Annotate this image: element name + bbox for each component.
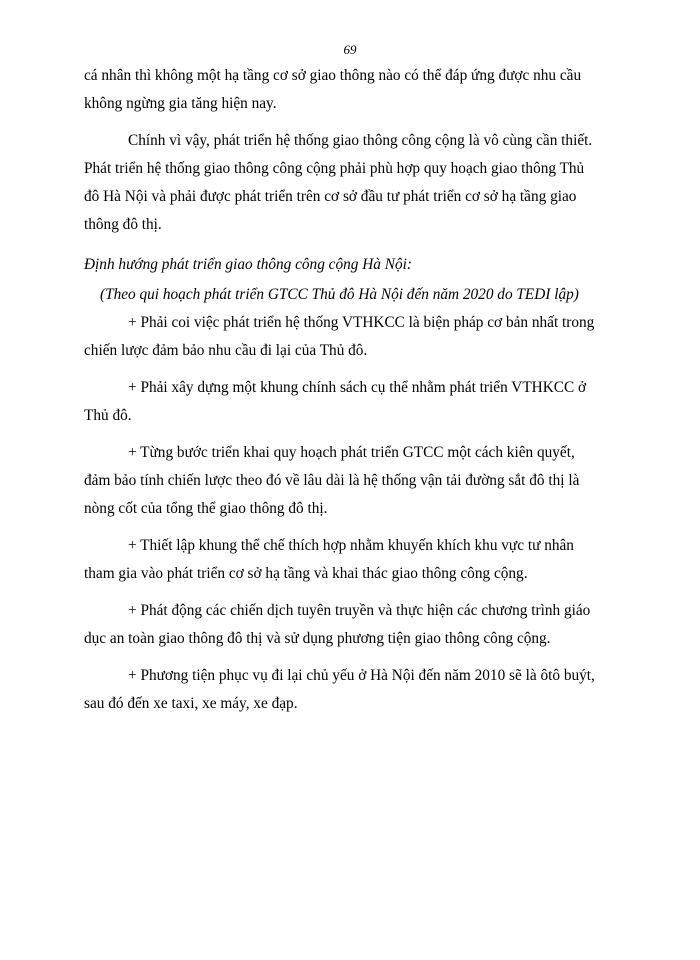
text-line: + Phải xây dựng một khung chính sách cụ thể nhằm phát triển VTHKCC ở [128, 379, 587, 396]
text-line: + Từng bước triển khai quy hoạch phát triển GTCC một cách kiên quyết, [128, 444, 575, 461]
list-item [84, 662, 632, 718]
text-line: không ngừng gia tăng hiện nay. [84, 95, 277, 112]
text-line: sau đó đến xe taxi, xe máy, xe đạp. [84, 695, 298, 712]
text-line: Phát triển hệ thống giao thông công cộng phải phù hợp quy hoạch giao thông Thủ [84, 160, 585, 177]
source-note: (Theo qui hoạch phát triển GTCC Thủ đô Hà Nội đến năm 2020 do TEDI lập) [100, 286, 579, 303]
text-line: dục an toàn giao thông đô thị và sử dụng phương tiện giao thông công cộng. [84, 630, 551, 647]
text-line: + Thiết lập khung thể chế thích hợp nhằm khuyến khích khu vực tư nhân [128, 537, 574, 554]
text-line: Thủ đô. [84, 407, 132, 424]
text-line: thông đô thị. [84, 216, 162, 233]
list-item [84, 532, 632, 588]
text-line: đảm bảo tính chiến lược theo đó về lâu dài là hệ thống vận tải đường sắt đô thị là [84, 472, 580, 489]
list-item [84, 597, 632, 653]
page-content [84, 62, 632, 718]
list-item [84, 309, 632, 365]
text-line: đô Hà Nội và phải được phát triển trên cơ sở đầu tư phát triển cơ sở hạ tầng giao [84, 188, 577, 205]
list-item [84, 374, 632, 430]
paragraph-public-transport-need [84, 127, 632, 239]
paragraph-continuation [84, 62, 632, 118]
text-line: + Phương tiện phục vụ đi lại chủ yếu ở Hà Nội đến năm 2010 sẽ là ôtô buýt, [128, 667, 595, 684]
text-line: Chính vì vậy, phát triển hệ thống giao thông công cộng là vô cùng cần thiết. [128, 132, 593, 149]
text-line: cá nhân thì không một hạ tầng cơ sở giao thông nào có thể đáp ứng được nhu cầu [84, 67, 582, 84]
text-line: chiến lược đảm bảo nhu cầu đi lại của Thủ đô. [84, 342, 368, 359]
text-line: tham gia vào phát triển cơ sở hạ tầng và khai thác giao thông công cộng. [84, 565, 528, 582]
section-heading: Định hướng phát triển giao thông công cộng Hà Nội: [84, 256, 412, 273]
list-item [84, 439, 632, 523]
text-line: + Phải coi việc phát triển hệ thống VTHKCC là biện pháp cơ bản nhất trong [128, 314, 595, 331]
text-line: nòng cốt của tổng thể giao thông đô thị. [84, 500, 328, 517]
text-line: + Phát động các chiến dịch tuyên truyền và thực hiện các chương trình giáo [128, 602, 591, 619]
page-number: 69 [343, 42, 357, 57]
